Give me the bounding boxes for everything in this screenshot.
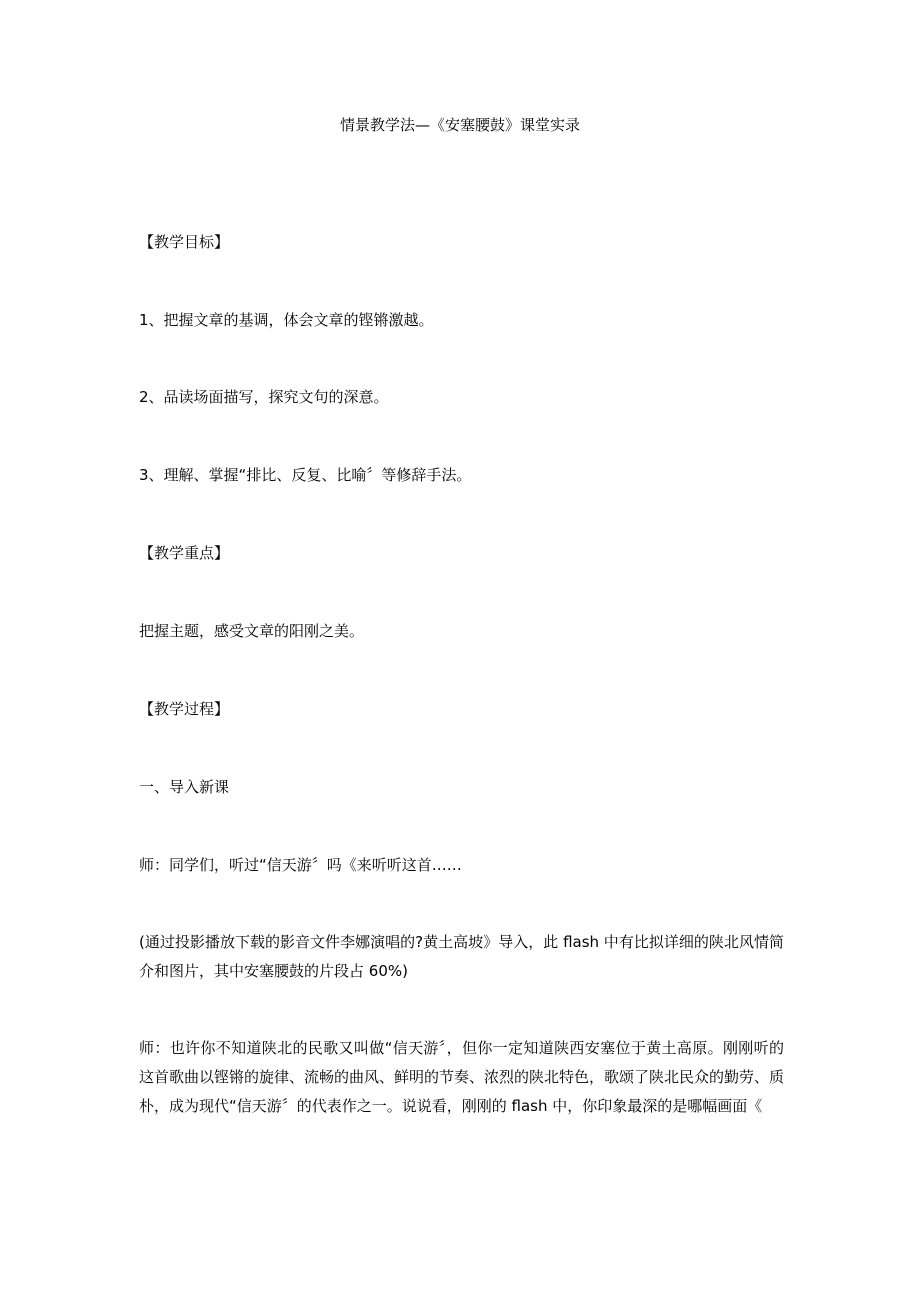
step-heading-intro: 一、导入新课 xyxy=(139,778,230,796)
teacher-line-1: 师：同学们，听过“信天游〞吗《来听听这首…… xyxy=(139,856,462,874)
goal-item-2: 2、品读场面描写，探究文句的深意。 xyxy=(139,388,389,406)
document-title: 情景教学法—《安塞腰鼓》课堂实录 xyxy=(339,116,580,134)
note-paragraph: (通过投影播放下载的影音文件李娜演唱的?黄土高坡》导入，此 flash 中有比拟详细的陕北风情简介和图片，其中安塞腰鼓的片段占 60%) xyxy=(139,933,784,980)
section-heading-focus: 【教学重点】 xyxy=(139,544,230,562)
section-heading-goals: 【教学目标】 xyxy=(139,233,230,251)
goal-item-1: 1、把握文章的基调，体会文章的铿锵激越。 xyxy=(139,311,434,329)
teacher-paragraph: 师：也许你不知道陕北的民歌又叫做“信天游〞，但你一定知道陕西安塞位于黄土高原。刚刚听的这首歌曲以铿锵的旋律、流畅的曲风、鲜明的节奏、浓烈的陕北特色，歌颂了陕北民众的勤劳、质朴，成为现代“信天游〞的代表作之一。说说看，刚刚的 flash 中，你印象最深的是哪幅画面《 xyxy=(139,1039,785,1115)
section-heading-process: 【教学过程】 xyxy=(139,700,230,718)
goal-item-3: 3、理解、掌握“排比、反复、比喻〞等修辞手法。 xyxy=(139,466,472,484)
focus-text: 把握主题，感受文章的阳刚之美。 xyxy=(139,622,365,640)
